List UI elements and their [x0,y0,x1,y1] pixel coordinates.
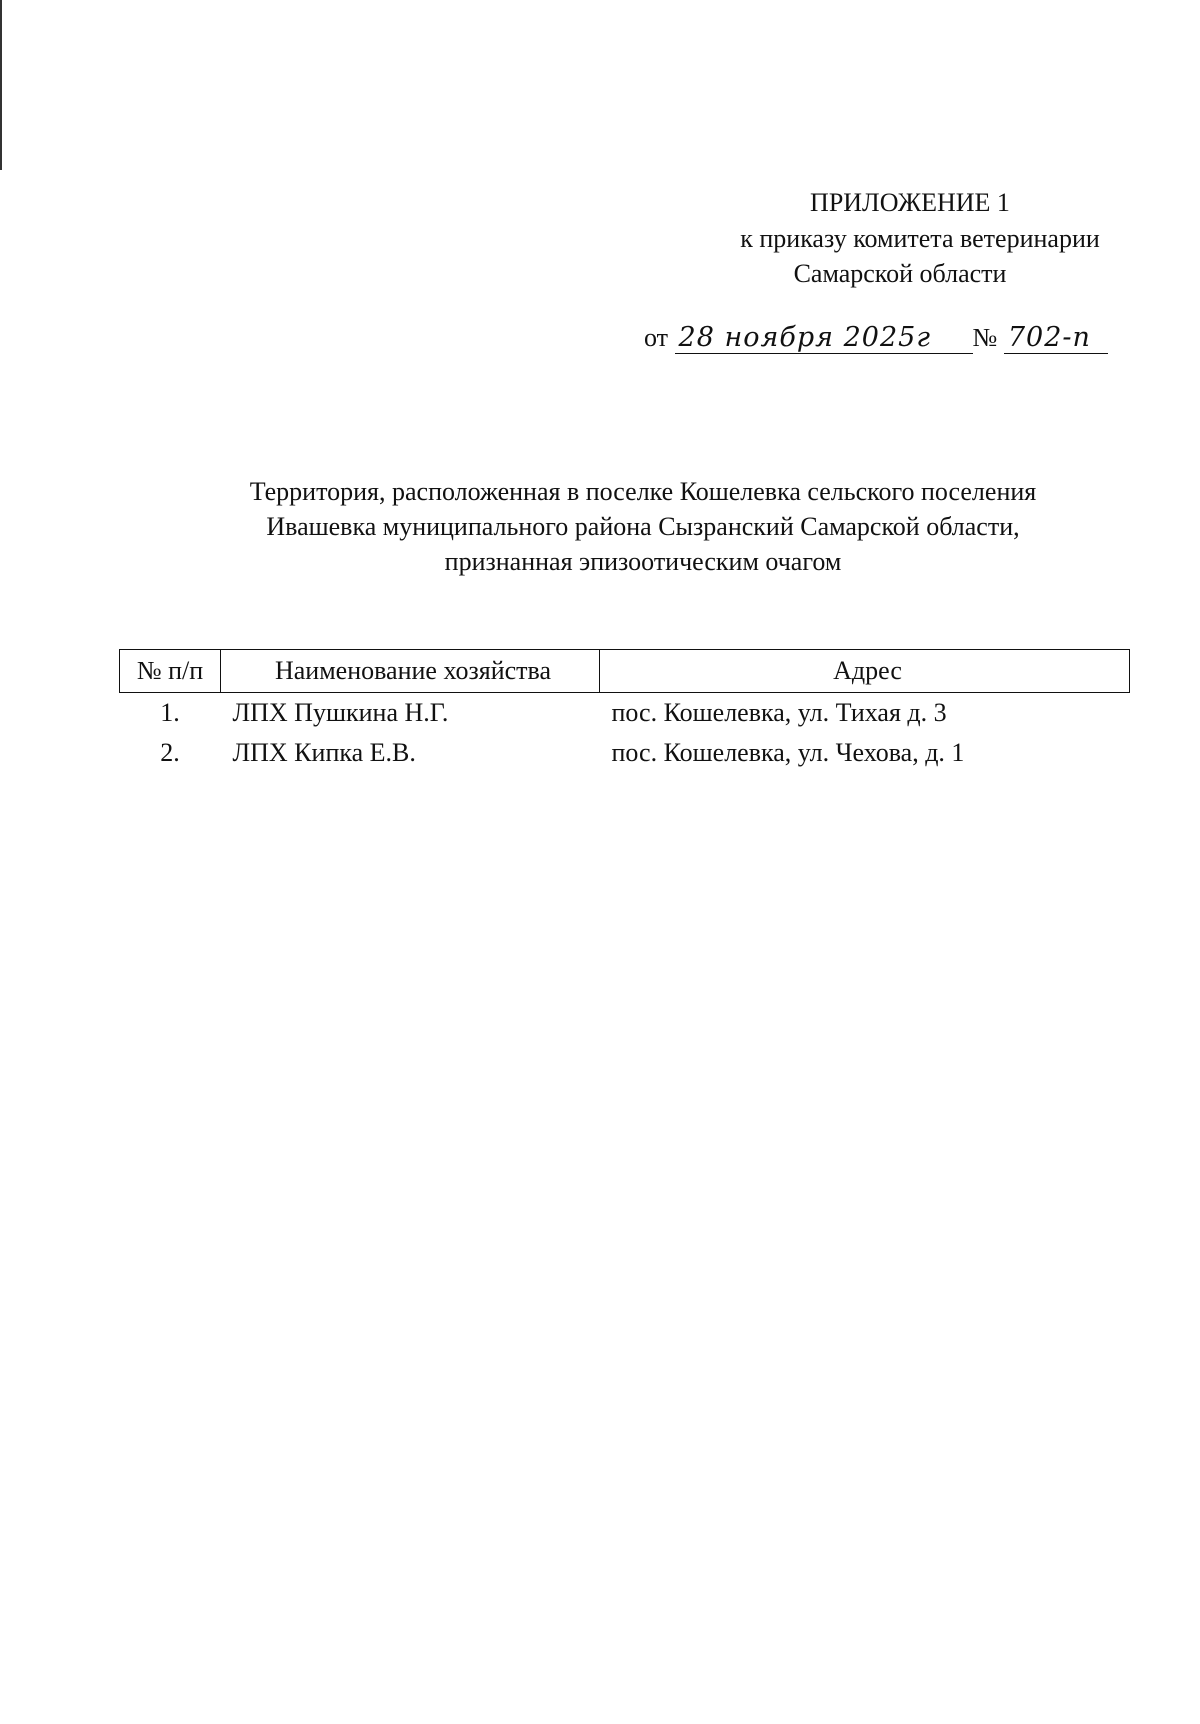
title-line-2: Ивашевка муниципального района Сызранский Самарской области, [266,512,1020,541]
title-line-1: Территория, расположенная в поселке Кошелевка сельского поселения [249,477,1037,506]
appendix-line-1: к приказу комитета ветеринарии [740,224,1100,253]
header-number: № п/п [120,650,221,693]
order-reference [644,322,1108,354]
table-row [120,693,1130,734]
row-farm-name: ЛПХ Пушкина Н.Г. [232,698,449,727]
number-label: № [972,323,998,352]
from-label: от [644,323,669,352]
document-title [143,474,1143,579]
row-farm-name: ЛПХ Кипка Е.В. [232,738,416,767]
header-farm-name: Наименование хозяйства [221,650,600,693]
table-header-row [120,650,1130,693]
handwritten-number: 702-п [1004,322,1108,354]
appendix-title: ПРИЛОЖЕНИЕ 1 [810,188,1010,217]
table-row [120,733,1130,773]
handwritten-date: 28 ноября 2025г [675,322,973,354]
header-address: Адрес [600,650,1130,693]
row-address: пос. Кошелевка, ул. Тихая д. 3 [611,698,947,727]
row-address: пос. Кошелевка, ул. Чехова, д. 1 [611,738,965,767]
title-line-3: признанная эпизоотическим очагом [444,547,842,576]
scan-edge [0,0,2,170]
appendix-line-2: Самарской области [793,259,1007,288]
farms-table [119,649,1130,773]
row-number: 2. [160,738,180,767]
row-number: 1. [160,698,180,727]
